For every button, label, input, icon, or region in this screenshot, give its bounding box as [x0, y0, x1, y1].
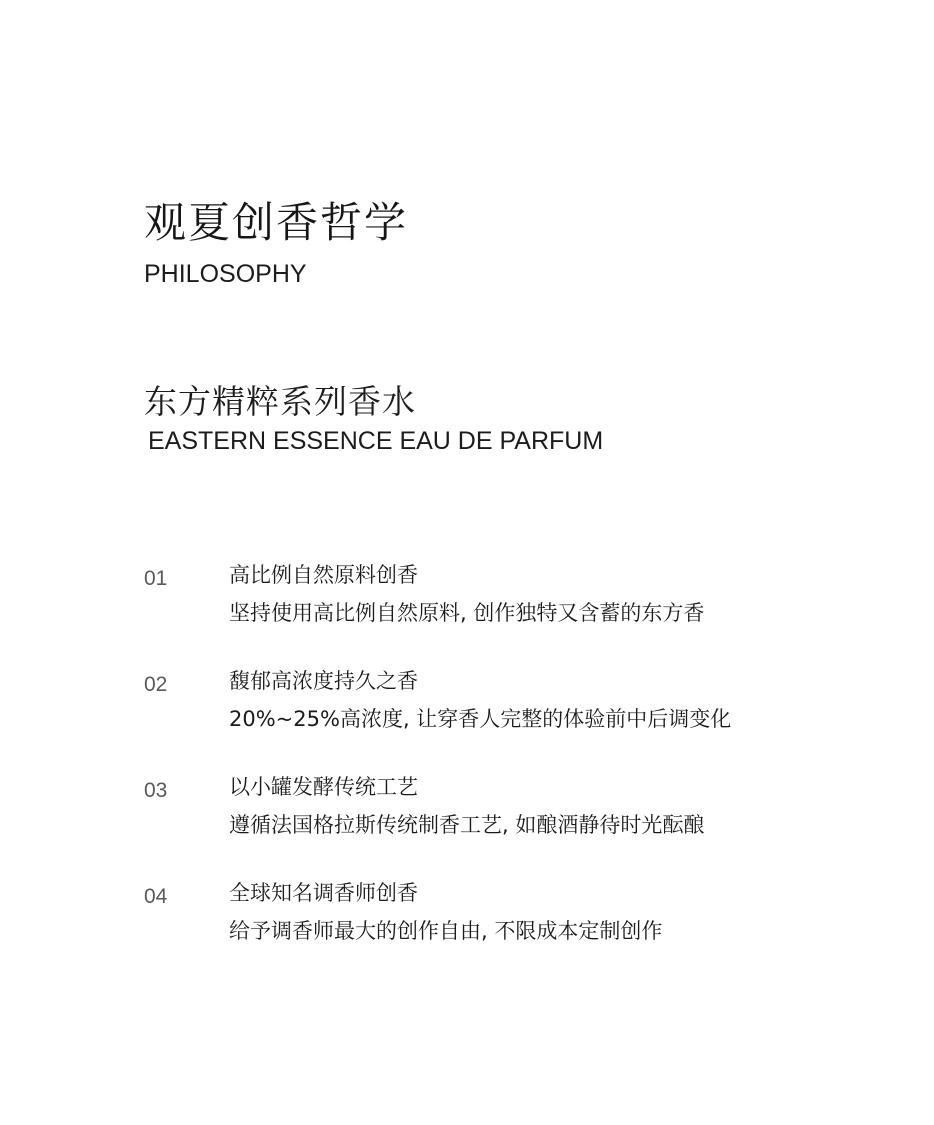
series-title: 东方精粹系列香水 — [144, 382, 416, 421]
page-subtitle: PHILOSOPHY — [144, 260, 307, 288]
feature-heading: 以小罐发酵传统工艺 — [229, 775, 418, 799]
feature-heading: 全球知名调香师创香 — [229, 881, 418, 905]
feature-description: 给予调香师最大的创作自由, 不限成本定制创作 — [229, 919, 663, 943]
feature-description: 遵循法国格拉斯传统制香工艺, 如酿酒静待时光酝酿 — [229, 813, 705, 837]
feature-item — [144, 772, 904, 878]
feature-item — [144, 560, 904, 666]
feature-item — [144, 666, 904, 772]
feature-heading: 高比例自然原料创香 — [229, 563, 418, 587]
feature-number: 03 — [144, 779, 168, 802]
feature-number: 02 — [144, 673, 168, 696]
series-subtitle: EASTERN ESSENCE EAU DE PARFUM — [148, 427, 604, 455]
page-title: 观夏创香哲学 — [144, 198, 409, 247]
feature-description: 坚持使用高比例自然原料, 创作独特又含蓄的东方香 — [229, 601, 705, 625]
feature-number: 04 — [144, 885, 168, 908]
feature-number: 01 — [144, 567, 168, 590]
feature-heading: 馥郁高浓度持久之香 — [229, 669, 418, 693]
feature-list — [144, 560, 904, 984]
feature-description: 20%~25%高浓度, 让穿香人完整的体验前中后调变化 — [229, 707, 732, 731]
feature-item — [144, 878, 904, 984]
